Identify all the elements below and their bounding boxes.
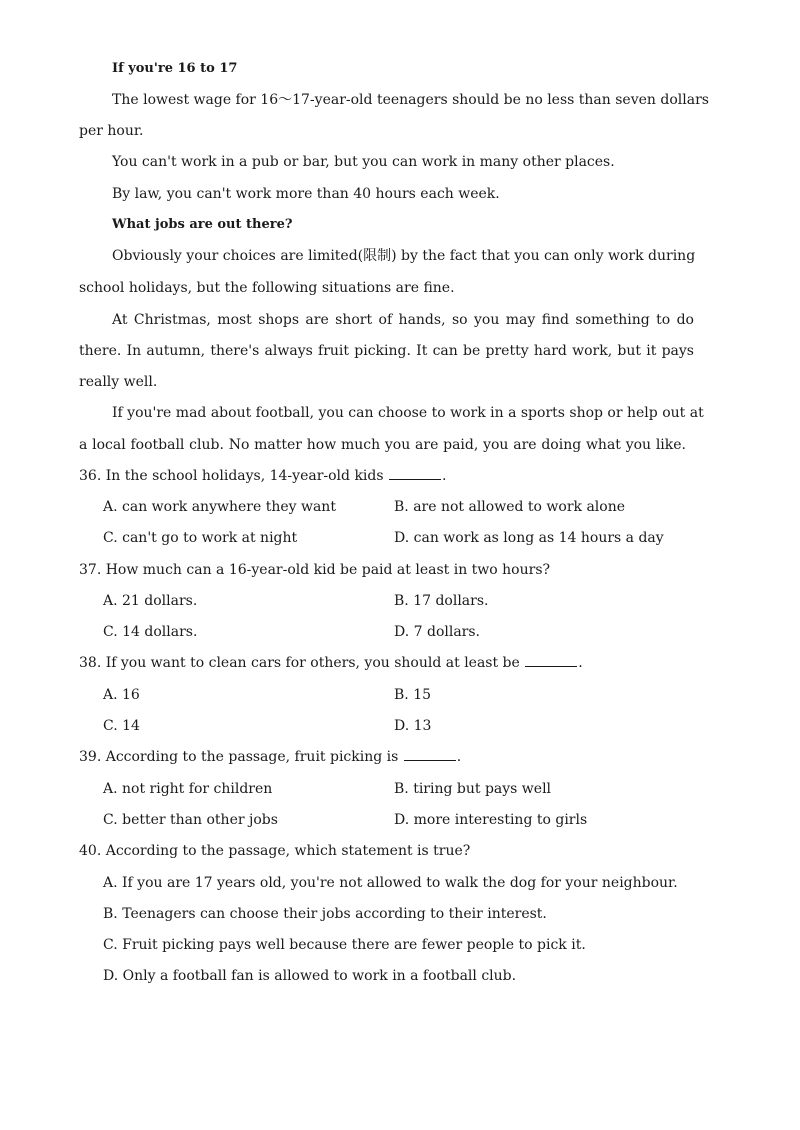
option-36-b: B. are not allowed to work alone [394, 499, 625, 515]
question-text: 36. In the school holidays, 14-year-old kids [79, 468, 384, 484]
option-40-d: D. Only a football fan is allowed to work in a football club. [103, 968, 517, 984]
option-40-b: B. Teenagers can choose their jobs according to their interest. [103, 906, 547, 922]
option-37-d: D. 7 dollars. [394, 624, 481, 640]
option-39-c: C. better than other jobs [103, 812, 278, 828]
paragraph-line: You can't work in a pub or bar, but you can work in many other places. [112, 154, 615, 170]
question-40-stem: 40. According to the passage, which statement is true? [79, 843, 471, 859]
question-end: . [456, 749, 462, 765]
option-36-c: C. can't go to work at night [103, 530, 298, 546]
question-text: 39. According to the passage, fruit picking is [79, 749, 399, 765]
option-40-a: A. If you are 17 years old, you're not allowed to walk the dog for your neighbour. [103, 875, 678, 891]
paragraph-line: By law, you can't work more than 40 hours each week. [112, 186, 500, 202]
question-text: 38. If you want to clean cars for others, you should at least be [79, 655, 520, 671]
option-38-b: B. 15 [394, 687, 432, 703]
option-39-d: D. more interesting to girls [394, 812, 588, 828]
option-37-c: C. 14 dollars. [103, 624, 198, 640]
answer-blank [525, 654, 577, 667]
question-37-stem: 37. How much can a 16-year-old kid be paid at least in two hours? [79, 562, 551, 578]
section-heading-16-to-17: If you're 16 to 17 [112, 61, 238, 76]
paragraph-line: there. In autumn, there's always fruit picking. It can be pretty hard work, but it pays [79, 343, 694, 359]
section-heading-jobs: What jobs are out there? [112, 217, 293, 232]
option-37-a: A. 21 dollars. [103, 593, 198, 609]
question-36-stem [79, 467, 446, 485]
option-39-b: B. tiring but pays well [394, 781, 552, 797]
question-38-stem [79, 654, 583, 672]
answer-blank [389, 467, 441, 480]
option-38-d: D. 13 [394, 718, 432, 734]
question-end: . [442, 468, 447, 484]
question-39-stem [79, 748, 461, 766]
option-39-a: A. not right for children [103, 781, 273, 797]
question-end: . [578, 655, 583, 671]
option-36-d: D. can work as long as 14 hours a day [394, 530, 664, 546]
option-38-a: A. 16 [103, 687, 140, 703]
paragraph-line: per hour. [79, 123, 144, 139]
option-40-c: C. Fruit picking pays well because there are fewer people to pick it. [103, 937, 586, 953]
paragraph-line: If you're mad about football, you can choose to work in a sports shop or help out at [112, 405, 704, 421]
paragraph-line: really well. [79, 374, 158, 390]
paragraph-line: At Christmas, most shops are short of hands, so you may find something to do [112, 312, 694, 328]
option-38-c: C. 14 [103, 718, 140, 734]
option-36-a: A. can work anywhere they want [103, 499, 336, 515]
answer-blank [404, 748, 456, 761]
paragraph-line: a local football club. No matter how much you are paid, you are doing what you like. [79, 437, 686, 453]
paragraph-line: school holidays, but the following situations are fine. [79, 280, 455, 296]
paragraph-line: Obviously your choices are limited(限制) by the fact that you can only work during [112, 248, 696, 264]
paragraph-line: The lowest wage for 16～17-year-old teenagers should be no less than seven dollars [112, 92, 709, 108]
option-37-b: B. 17 dollars. [394, 593, 489, 609]
